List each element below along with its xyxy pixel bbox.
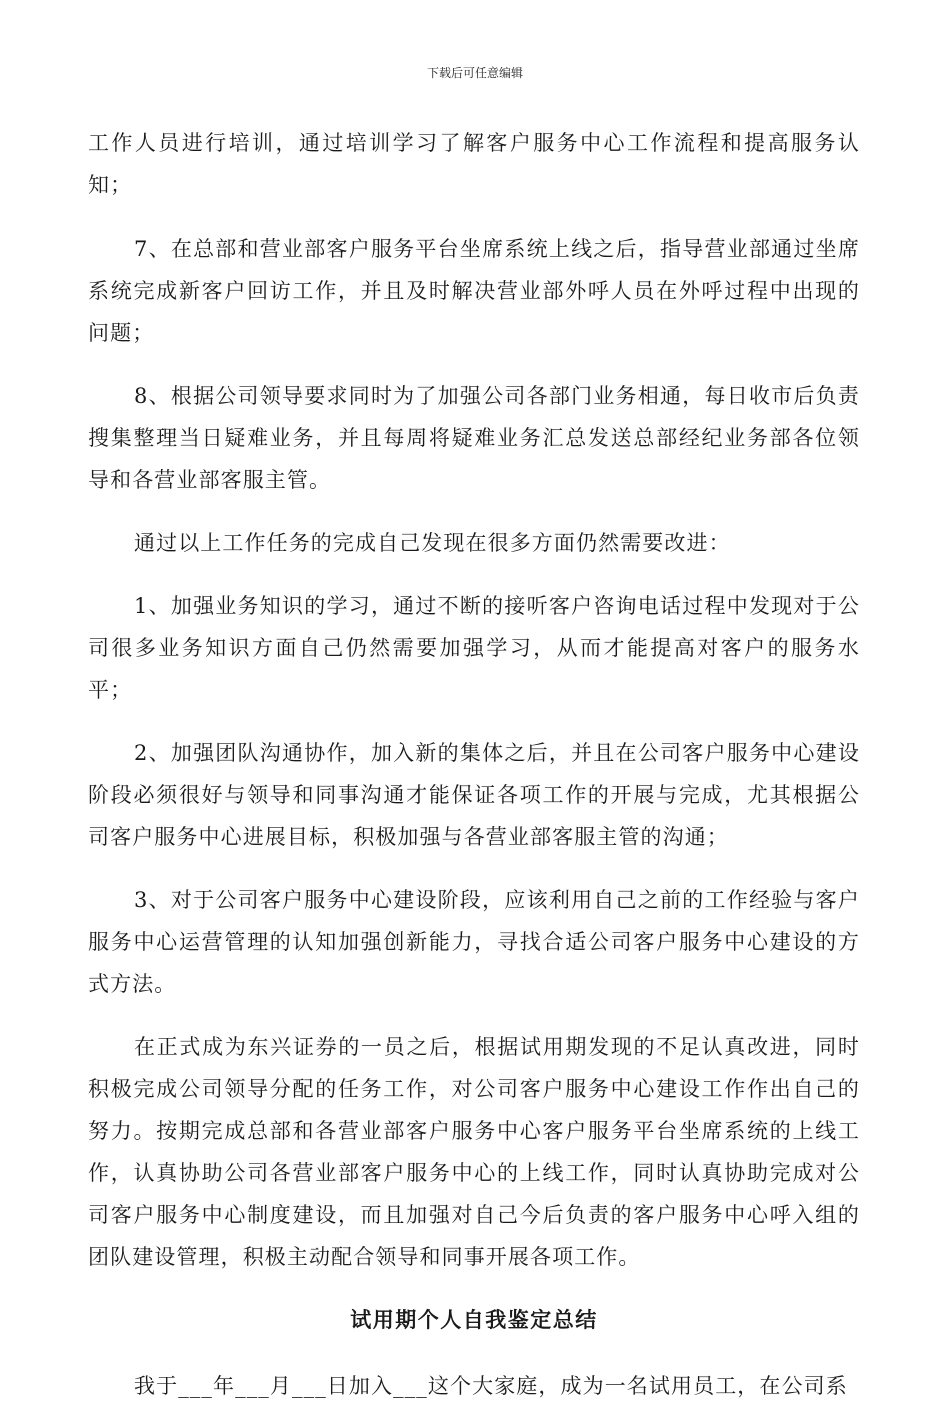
document-body xyxy=(88,122,860,1428)
paragraph-continuation: 工作人员进行培训，通过培训学习了解客户服务中心工作流程和提高服务认知； xyxy=(88,131,860,197)
paragraph-item-8: 8、根据公司领导要求同时为了加强公司各部门业务相通，每日收市后负责搜集整理当日疑难业务，并且每周将疑难业务汇总发送总部经纪业务部各位领导和各营业部客服主管。 xyxy=(88,384,860,492)
paragraph-improvement-2: 2、加强团队沟通协作，加入新的集体之后，并且在公司客户服务中心建设阶段必须很好与领导和同事沟通才能保证各项工作的开展与完成，尤其根据公司客户服务中心进展目标，积极加强与各营业部客服主管的沟通； xyxy=(88,741,860,849)
paragraph-improvement-intro: 通过以上工作任务的完成自己发现在很多方面仍然需要改进： xyxy=(134,531,731,555)
header-note: 下载后可任意编辑 xyxy=(426,66,523,80)
section-title: 试用期个人自我鉴定总结 xyxy=(350,1308,598,1332)
paragraph-item-7: 7、在总部和营业部客户服务平台坐席系统上线之后，指导营业部通过坐席系统完成新客户回访工作，并且及时解决营业部外呼人员在外呼过程中出现的问题； xyxy=(88,237,860,345)
paragraph-conclusion: 在正式成为东兴证券的一员之后，根据试用期发现的不足认真改进，同时积极完成公司领导分配的任务工作，对公司客户服务中心建设工作作出自己的努力。按期完成总部和各营业部客户服务中心客户服务平台坐席系统的上线工作，认真协助公司各营业部客户服务中心的上线工作，同时认真协助完成对公司客户服务中心制度建设，而且加强对自己今后负责的客户服务中心呼入组的团队建设管理，积极主动配合领导和同事开展各项工作。 xyxy=(88,1035,860,1269)
section-intro-paragraph: 我于___年___月___日加入___这个大家庭，成为一名试用员工，在公司系 xyxy=(134,1374,848,1398)
paragraph-improvement-1: 1、加强业务知识的学习，通过不断的接听客户咨询电话过程中发现对于公司很多业务知识方面自己仍然需要加强学习，从而才能提高对客户的服务水平； xyxy=(88,594,860,702)
paragraph-improvement-3: 3、对于公司客户服务中心建设阶段，应该利用自己之前的工作经验与客户服务中心运营管理的认知加强创新能力，寻找合适公司客户服务中心建设的方式方法。 xyxy=(88,888,860,996)
